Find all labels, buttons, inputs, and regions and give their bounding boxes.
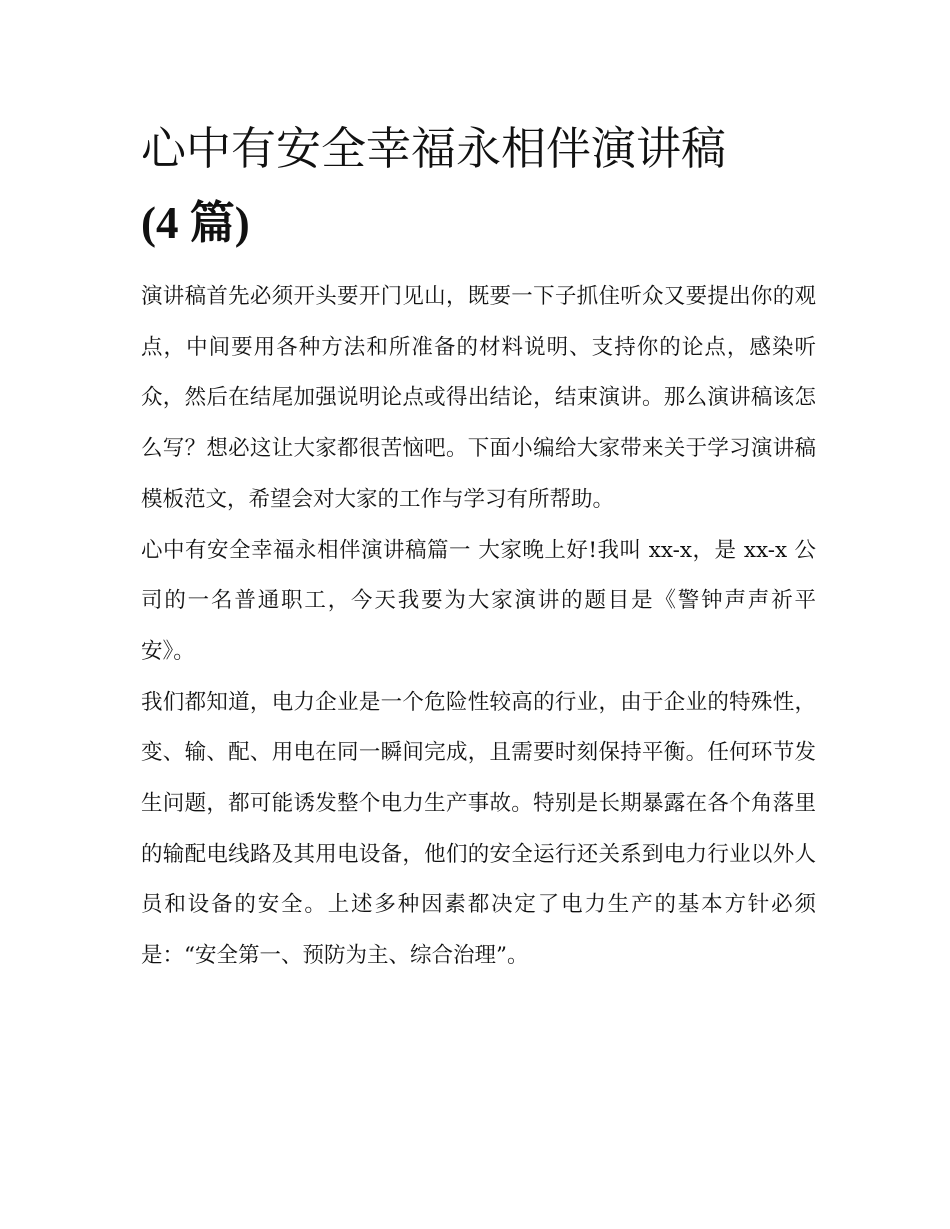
document-body (141, 112, 816, 982)
document-title (141, 112, 816, 260)
title-line-2: (4 篇) (141, 198, 250, 248)
safety-paragraph: 我们都知道，电力企业是一个危险性较高的行业，由于企业的特殊性，变、输、配、用电在同一瞬间完成，且需要时刻保持平衡。任何环节发生问题，都可能诱发整个电力生产事故。特别是长期暴露在各个角落里的输配电线路及其用电设备，他们的安全运行还关系到电力行业以外人员和设备的安全。上述多种因素都决定了电力生产的基本方针必须是：“安全第一、预防为主、综合治理”。 (141, 689, 816, 969)
title-line-1: 心中有安全幸福永相伴演讲稿 (141, 122, 727, 175)
intro-paragraph: 演讲稿首先必须开头要开门见山，既要一下子抓住听众又要提出你的观点，中间要用各种方法和所准备的材料说明、支持你的论点，感染听众，然后在结尾加强说明论点或得出结论，结束演讲。那么演讲稿该怎么写？想必这让大家都很苦恼吧。下面小编给大家带来关于学习演讲稿模板范文，希望会对大家的工作与学习有所帮助。 (141, 284, 816, 512)
speech-opening-paragraph: 心中有安全幸福永相伴演讲稿篇一 大家晚上好!我叫 xx-x，是 xx-x 公司的一名普通职工，今天我要为大家演讲的题目是《警钟声声祈平安》。 (141, 537, 816, 664)
